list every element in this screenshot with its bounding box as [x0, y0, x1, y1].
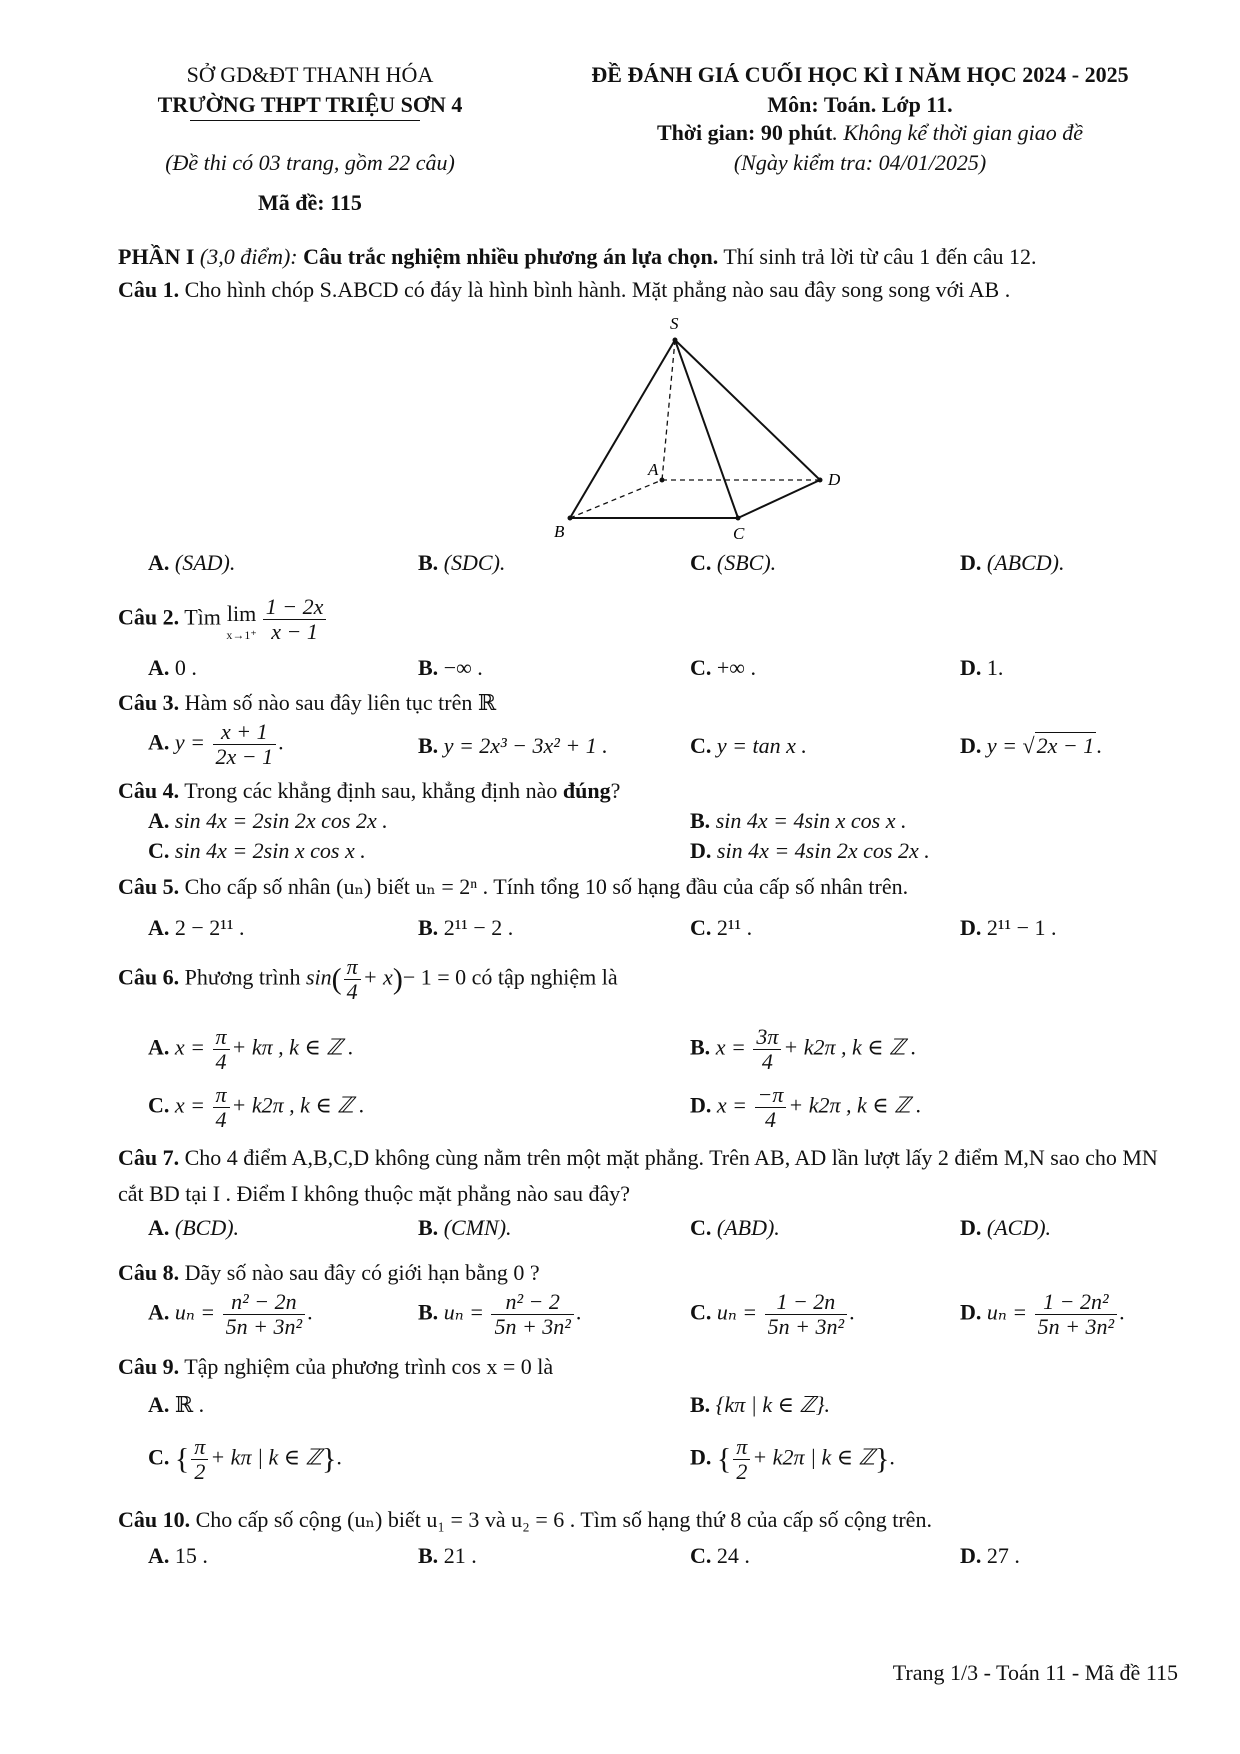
q8-option-b[interactable]: B. uₙ = $\frac{\text{n² − 2}}{\text{5n + 3n²}}$ .	[418, 1289, 582, 1339]
part1-score: (3,0 điểm):	[194, 244, 304, 269]
q7-option-b[interactable]: B. (CMN).	[418, 1215, 512, 1240]
q1-option-a[interactable]: A. (SAD).	[148, 550, 236, 575]
q10-option-a[interactable]: A. 15 .	[148, 1543, 208, 1568]
page-footer: Trang 1/3 - Toán 11 - Mã đề 115	[892, 1660, 1178, 1685]
limit-expr: lim x→1⁺	[226, 600, 257, 642]
q10-option-b[interactable]: B. 21 .	[418, 1543, 477, 1568]
q1-option-c[interactable]: C. (SBC).	[690, 550, 777, 575]
exam-code: Mã đề: 115	[258, 190, 362, 215]
part1-desc-bold: Câu trắc nghiệm nhiều phương án lựa chọn.	[303, 244, 719, 269]
exam-date: (Ngày kiểm tra: 04/01/2025)	[733, 150, 987, 175]
q7-option-a[interactable]: A. (BCD).	[148, 1215, 240, 1240]
q2-option-c[interactable]: C. +∞ .	[690, 655, 756, 680]
question-2: Câu 2. Tìm lim x→1⁺ $\frac{1 - 2x}{x - 1}$	[118, 595, 1188, 644]
q5-option-c[interactable]: C. 2¹¹ .	[690, 915, 753, 940]
q9-option-d[interactable]: D. { $\frac{\pi}{2}$ + k2π | k ∈ ℤ}.	[690, 1434, 895, 1484]
q4-option-a[interactable]: A. sin 4x = 2sin 2x cos 2x .	[148, 808, 388, 833]
q8-option-a[interactable]: A. uₙ = $\frac{\text{n² − 2n}}{\text{5n + 3n²}}$ .	[148, 1289, 313, 1339]
q1-option-b[interactable]: B. (SDC).	[418, 550, 506, 575]
time-note: . Không kể thời gian giao đề	[832, 120, 1084, 145]
q8-option-c[interactable]: C. uₙ = $\frac{1 - 2n}{\text{5n + 3n²}}$ .	[690, 1289, 855, 1339]
q1-text: Cho hình chóp S.ABCD có đáy là hình bình hành. Mặt phẳng nào sau đây song song với AB .	[179, 277, 1011, 302]
q6-option-c[interactable]: C. x = $\frac{\pi}{4}$ + k2π , k ∈ ℤ .	[148, 1082, 365, 1132]
q1-label: Câu 1.	[118, 277, 180, 302]
q4-option-c[interactable]: C. sin 4x = 2sin x cos x .	[148, 838, 366, 863]
q7-option-d[interactable]: D. (ACD).	[960, 1215, 1052, 1240]
q8-option-d[interactable]: D. uₙ = $\frac{\text{1 − 2n²}}{\text{5n + 3n²}}$ .	[960, 1289, 1125, 1339]
exam-subject: Môn: Toán. Lớp 11.	[767, 92, 953, 117]
q9-option-c[interactable]: C. { $\frac{\pi}{2}$ + kπ | k ∈ ℤ}.	[148, 1434, 342, 1484]
q5-option-d[interactable]: D. 2¹¹ − 1 .	[960, 915, 1057, 940]
q3-option-c[interactable]: C. y = tan x .	[690, 733, 807, 758]
question-5: Câu 5. Cho cấp số nhân (uₙ) biết uₙ = 2ⁿ . Tính tổng 10 số hạng đầu của cấp số nhân trên.	[118, 874, 909, 899]
q5-option-b[interactable]: B. 2¹¹ − 2 .	[418, 915, 514, 940]
vertex-label-C: C	[733, 524, 745, 543]
question-10: Câu 10. Cho cấp số cộng (uₙ) biết u₁ = 3 và u₂ = 6 . Tìm số hạng thứ 8 của cấp số cộng trên.	[118, 1507, 932, 1532]
q3-option-d[interactable]: D. y = √2x − 1.	[960, 733, 1102, 758]
question-4: Câu 4. Trong các khẳng định sau, khẳng định nào đúng?	[118, 778, 621, 803]
q2-option-d[interactable]: D. 1.	[960, 655, 1004, 680]
question-3: Câu 3. Hàm số nào sau đây liên tục trên ℝ	[118, 690, 497, 715]
q7-option-c[interactable]: C. (ABD).	[690, 1215, 780, 1240]
exam-title: ĐỀ ĐÁNH GIÁ CUỐI HỌC KÌ I NĂM HỌC 2024 - 2025	[591, 62, 1129, 87]
q5-option-a[interactable]: A. 2 − 2¹¹ .	[148, 915, 245, 940]
q9-option-a[interactable]: A. ℝ .	[148, 1392, 205, 1417]
question-7: Câu 7. Cho 4 điểm A,B,C,D không cùng nằm trên một mặt phẳng. Trên AB, AD lần lượt lấy 2 điểm M,N sao cho MN cắt BD tại I . Điểm I không thuộc mặt phẳng nào sau đây?	[118, 1145, 1158, 1206]
part1-title: PHẦN I	[118, 244, 195, 269]
q2-fraction: $\frac{1 - 2x}{x - 1}$	[263, 595, 327, 644]
q10-option-d[interactable]: D. 27 .	[960, 1543, 1020, 1568]
time-label: Thời gian: 90 phút	[656, 120, 833, 145]
q1-option-d[interactable]: D. (ABCD).	[960, 550, 1065, 575]
q3-option-a[interactable]: A. y = $\frac{x + 1}{2x - 1}$ .	[148, 719, 284, 769]
vertex-label-D: D	[828, 470, 841, 489]
part1-desc: Thí sinh trả lời từ câu 1 đến câu 12.	[718, 244, 1037, 269]
q4-option-b[interactable]: B. sin 4x = 4sin x cos x .	[690, 808, 907, 833]
q6-option-a[interactable]: A. x = $\frac{\pi}{4}$ + kπ , k ∈ ℤ .	[148, 1024, 354, 1074]
q10-option-c[interactable]: C. 24 .	[690, 1543, 750, 1568]
vertex-label-A: A	[648, 460, 659, 479]
school-underline	[190, 120, 420, 121]
q9-option-b[interactable]: B. {kπ | k ∈ ℤ}.	[690, 1392, 831, 1417]
q4-option-d[interactable]: D. sin 4x = 4sin 2x cos 2x .	[690, 838, 930, 863]
question-9: Câu 9. Tập nghiệm của phương trình cos x = 0 là	[118, 1354, 554, 1379]
q6-option-b[interactable]: B. x = $\frac{3\pi}{4}$ + k2π , k ∈ ℤ .	[690, 1024, 917, 1074]
question-6: Câu 6. Phương trình sin( $\frac{\pi}{4}$ + x)− 1 = 0 có tập nghiệm là	[118, 954, 618, 1004]
q6-option-d[interactable]: D. x = $\frac{-\pi}{4}$ + k2π , k ∈ ℤ .	[690, 1082, 922, 1132]
part1-heading	[118, 242, 1188, 272]
school-name: TRƯỜNG THPT TRIỆU SƠN 4	[157, 92, 463, 117]
q3-option-b[interactable]: B. y = 2x³ − 3x² + 1 .	[418, 733, 608, 758]
vertex-label-S: S	[670, 314, 679, 333]
vertex-label-B: B	[554, 522, 565, 541]
q2-option-b[interactable]: B. −∞ .	[418, 655, 483, 680]
question-8: Câu 8. Dãy số nào sau đây có giới hạn bằng 0 ?	[118, 1260, 540, 1285]
dept-name: SỞ GD&ĐT THANH HÓA	[186, 62, 434, 87]
exam-time	[520, 120, 1220, 146]
q2-option-a[interactable]: A. 0 .	[148, 655, 197, 680]
question-1	[118, 275, 1188, 305]
exam-note: (Đề thi có 03 trang, gồm 22 câu)	[165, 150, 455, 175]
pyramid-figure	[550, 305, 850, 545]
